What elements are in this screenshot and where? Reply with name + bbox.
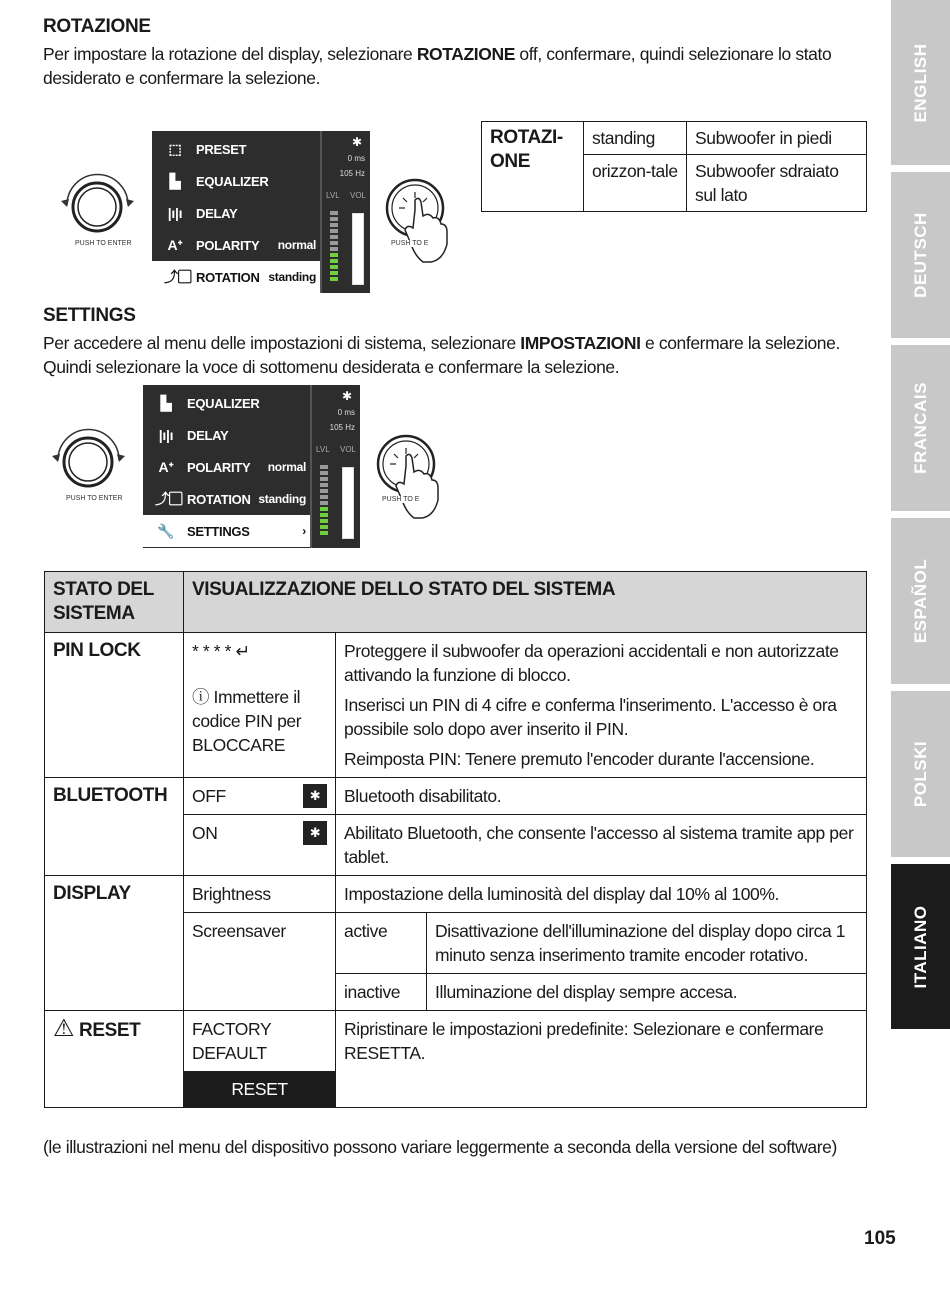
level-label: LVL [326,191,340,200]
rotation-title: ROTAZIONE [43,16,151,37]
bluetooth-label: BLUETOOTH [45,778,184,876]
level-segment [330,253,338,257]
menu-item[interactable] [152,165,322,197]
menu-item-label: PRESET [196,141,247,157]
display-label: DISPLAY [45,876,184,1011]
col2-header: VISUALIZZAZIONE DELLO STATO DEL SISTEMA [184,572,867,633]
level-segment [320,489,328,493]
level-segment [330,229,338,233]
tab-deutsch[interactable] [891,172,950,338]
rotation-desc: Subwoofer in piedi [687,122,867,155]
bluetooth-off-desc: Bluetooth disabilitato. [336,778,867,815]
pin-lock-entry [184,633,336,778]
rotation-state: standing [584,122,687,155]
menu-item-label: DELAY [187,427,229,443]
menu-item-label: POLARITY [196,237,260,253]
menu-item-icon: |ı|ı [167,205,183,221]
settings-text: Per accedere al menu delle impostazioni di sistema, selezionare IMPOSTAZIONI e confermare la selezione. Quindi selezionare la voce di sottomenu desiderata e confermare la selezione. [43,333,840,377]
delay-unit: ms [344,408,355,417]
menu-item[interactable] [152,197,322,229]
screensaver-label: Screensaver [184,913,336,1011]
level-segment [320,519,328,523]
delay-value: 0 [347,154,353,163]
bluetooth-off-icon: ✱ [303,784,327,808]
menu-item-icon: ▙ [169,172,181,189]
knob-label: PUSH TO ENTER [75,240,132,247]
pin-desc: Proteggere il subwoofer da operazioni accidentali e non autorizzate attivando la funzione di blocco. [336,633,867,694]
menu-item-label: SETTINGS [187,523,250,539]
rotation-table-header: ROTAZI-ONE [482,122,584,212]
menu-item-label: EQUALIZER [187,395,260,411]
delay-value: 0 [337,408,343,417]
system-status-table [44,571,867,1108]
screensaver-active-desc: Disattivazione dell'illuminazione del display dopo circa 1 minuto senza inserimento tramite encoder rotativo. [427,913,867,974]
menu-item-value: standing [268,270,316,284]
bluetooth-on-desc: Abilitato Bluetooth, che consente l'accesso al sistema tramite app per tablet. [336,815,867,876]
warning-icon: ⚠ [53,1015,75,1042]
push-encoder-icon [385,172,465,267]
bluetooth-on-label: ON [192,823,218,843]
level-segment [320,531,328,535]
level-segment [330,235,338,239]
freq-value: 105 [329,423,343,432]
settings-title: SETTINGS [43,305,136,326]
press-label: PUSH TO E [391,240,429,247]
menu-item-value: normal [267,460,306,474]
freq-unit: Hz [345,423,355,432]
page-number: 105 [864,1228,896,1249]
reset-desc: Ripristinare le impostazioni predefinite: Selezionare e confermare RESETTA. [336,1011,867,1108]
level-segment [320,465,328,469]
tab-english[interactable] [891,0,950,165]
screensaver-inactive: inactive [336,974,427,1011]
level-label: LVL [316,445,330,454]
level-segment [330,211,338,215]
tab-label: DEUTSCH [910,212,930,298]
tab-francais[interactable] [891,345,950,511]
pin-desc: Reimposta PIN: Tenere premuto l'encoder durante l'accensione. [336,747,867,778]
brightness-desc: Impostazione della luminosità del display dal 10% al 100%. [336,876,867,913]
menu-item[interactable] [143,451,312,483]
rotation-table [481,121,867,212]
menu-item-icon: ⤴▢ [164,269,192,285]
menu-item[interactable] [143,483,312,515]
reset-label: ⚠ RESET [45,1011,184,1108]
device-screen-settings [143,385,360,548]
knob-label: PUSH TO ENTER [66,495,123,502]
footnote: (le illustrazioni nel menu del dispositivo possono variare leggermente a seconda della versione del software) [43,1137,837,1157]
tab-label: FRANCAIS [910,382,930,474]
reset-button[interactable]: RESET [184,1071,336,1108]
level-segment [330,259,338,263]
level-segment [330,265,338,269]
menu-item-label: POLARITY [187,459,251,475]
col1-header: STATO DEL SISTEMA [45,572,184,633]
volume-label: VOL [339,445,356,454]
level-segment [320,507,328,511]
menu-item-label: ROTATION [187,491,251,507]
tab-label: POLSKI [910,740,930,808]
bluetooth-icon: ✱ [351,135,362,149]
menu-item-label: EQUALIZER [196,173,269,189]
menu-item-icon: |ı|ı [158,427,174,443]
bluetooth-off [184,778,336,815]
pin-lock-label: PIN LOCK [45,633,184,778]
menu-item[interactable] [152,133,322,165]
volume-label: VOL [349,191,366,200]
rotary-encoder-icon [55,165,140,255]
screensaver-inactive-desc: Illuminazione del display sempre accesa. [427,974,867,1011]
menu-item-icon: ▙ [160,394,172,411]
rotation-text: Per impostare la rotazione del display, selezionare ROTAZIONE off, confermare, quindi selezionare lo stato desiderato e confermare la selezione. [43,44,832,88]
pin-note: ⓘ Immettere il codice PIN per BLOCCARE [192,687,302,755]
volume-bar [342,467,354,539]
level-segment [320,477,328,481]
menu-item[interactable] [143,419,312,451]
menu-item-icon: Aᐩ [167,236,183,253]
level-segment [320,525,328,529]
push-encoder-icon [376,428,456,523]
level-segment [320,513,328,517]
level-segment [320,483,328,487]
menu-item-value: › [302,524,306,538]
level-segment [330,247,338,251]
tab-label: ENGLISH [910,42,930,123]
pin-code: * * * * ↵ [192,641,250,661]
rotation-state: orizzon-tale [584,155,687,212]
level-segment [320,501,328,505]
screensaver-active: active [336,913,427,974]
menu-item-icon: ⤴▢ [155,491,183,507]
menu-item-value: standing [258,492,306,506]
rotary-encoder-icon [46,420,131,510]
tab-espanol[interactable] [891,518,950,684]
brightness-label: Brightness [184,876,336,913]
level-segment [330,223,338,227]
bluetooth-off-label: OFF [192,786,226,806]
pin-desc: Inserisci un PIN di 4 cifre e conferma l'inserimento. L'accesso è ora possibile solo dopo aver inserito il PIN. [336,693,867,747]
press-label: PUSH TO E [382,496,420,503]
menu-item[interactable] [152,261,322,293]
level-segment [330,241,338,245]
freq-unit: Hz [355,169,365,178]
level-segment [330,217,338,221]
tab-italiano[interactable] [891,864,950,1029]
bluetooth-on [184,815,336,876]
factory-default-label: FACTORY DEFAULT [184,1011,336,1072]
level-segment [320,495,328,499]
bluetooth-on-icon: ✱ [303,821,327,845]
menu-item[interactable] [143,387,312,419]
menu-item[interactable] [152,229,322,261]
device-screen-rotation [152,131,370,293]
menu-item-label: DELAY [196,205,238,221]
delay-unit: ms [354,154,365,163]
menu-item-label: ROTATION [196,269,260,285]
menu-item-icon: Aᐩ [158,458,174,475]
menu-item-value: normal [277,238,316,252]
tab-label: ESPAÑOL [910,558,930,644]
rotation-desc: Subwoofer sdraiato sul lato [687,155,867,212]
volume-bar [352,213,364,285]
tab-polski[interactable] [891,691,950,857]
menu-item[interactable] [143,515,312,547]
level-segment [330,271,338,275]
menu-item-icon: ⬚ [168,140,182,157]
tab-label: ITALIANO [910,904,930,989]
freq-value: 105 [339,169,353,178]
bluetooth-icon: ✱ [341,389,352,403]
level-segment [330,277,338,281]
menu-item-icon: 🔧 [157,522,175,539]
level-segment [320,471,328,475]
